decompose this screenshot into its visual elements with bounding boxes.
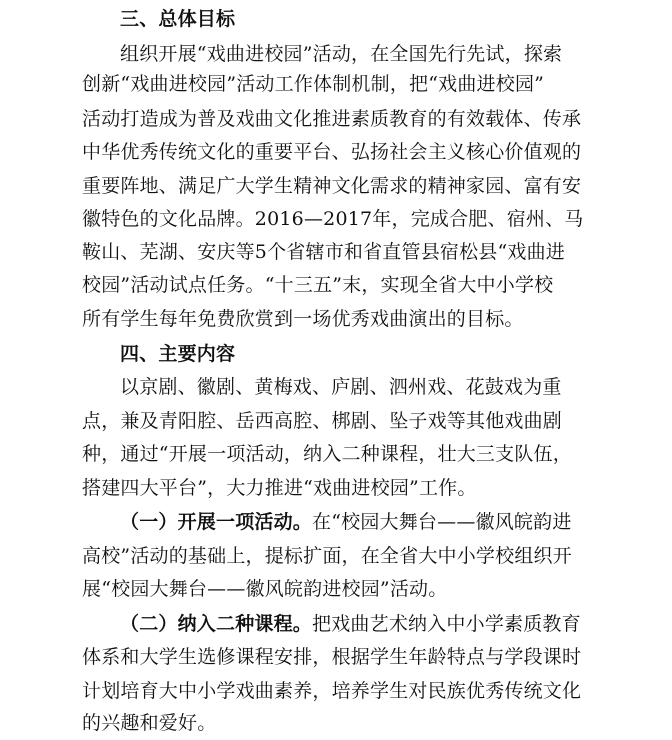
item-two-label: （二）纳入二种课程。: [120, 613, 313, 635]
paragraph-line: 中华优秀传统文化的重要平台、弘扬社会主义核心价值观的: [82, 141, 582, 163]
paragraph-line: 徽特色的文化品牌。2016—2017年，完成合肥、宿州、马: [82, 208, 584, 230]
item-two-text: 把戏曲艺术纳入中小学素质教育: [312, 613, 581, 635]
paragraph-line: 种，通过“开展一项活动，纳入二种课程，壮大三支队伍，: [82, 443, 572, 465]
paragraph-line: 体系和大学生选修课程安排，根据学生年龄特点与学段课时: [82, 646, 582, 668]
paragraph-line: 展“校园大舞台——徽风皖韵进校园”活动。: [82, 578, 448, 600]
paragraph-line: 以京剧、徽剧、黄梅戏、庐剧、泗州戏、花鼓戏为重: [120, 376, 562, 398]
section-heading-goal: 三、总体目标: [120, 8, 236, 30]
paragraph-line: 的兴趣和爱好。: [82, 712, 217, 734]
paragraph-line: 高校”活动的基础上，提标扩面，在全省大中小学校组织开: [82, 545, 572, 567]
paragraph-line: 鞍山、芜湖、安庆等5个省辖市和省直管县宿松县“戏曲进: [82, 241, 566, 263]
paragraph-line: 重要阵地、满足广大学生精神文化需求的精神家园、富有安: [82, 175, 582, 197]
paragraph-line: 所有学生每年免费欣赏到一场优秀戏曲演出的目标。: [82, 308, 524, 330]
item-one-text: 在“校园大舞台——徽风皖韵进: [312, 511, 572, 533]
item-two-line: [120, 609, 581, 639]
paragraph-line: 点，兼及青阳腔、岳西高腔、梆剧、坠子戏等其他戏曲剧: [82, 410, 563, 432]
item-one-line: [120, 507, 572, 537]
item-one-label: （一）开展一项活动。: [120, 511, 313, 533]
paragraph-line: 组织开展“戏曲进校园”活动，在全国先行先试，探索: [120, 43, 563, 65]
paragraph-line: 校园”活动试点任务。“十三五”末，实现全省大中小学校: [82, 274, 554, 296]
paragraph-line: 计划培育大中小学戏曲素养，培养学生对民族优秀传统文化: [82, 680, 582, 702]
section-heading-content: 四、主要内容: [120, 343, 236, 365]
paragraph-line: 创新“戏曲进校园”活动工作体制机制，把“戏曲进校园”: [82, 73, 545, 95]
paragraph-line: 搭建四大平台”，大力推进“戏曲进校园”工作。: [82, 477, 477, 499]
paragraph-line: 活动打造成为普及戏曲文化推进素质教育的有效载体、传承: [82, 108, 582, 130]
